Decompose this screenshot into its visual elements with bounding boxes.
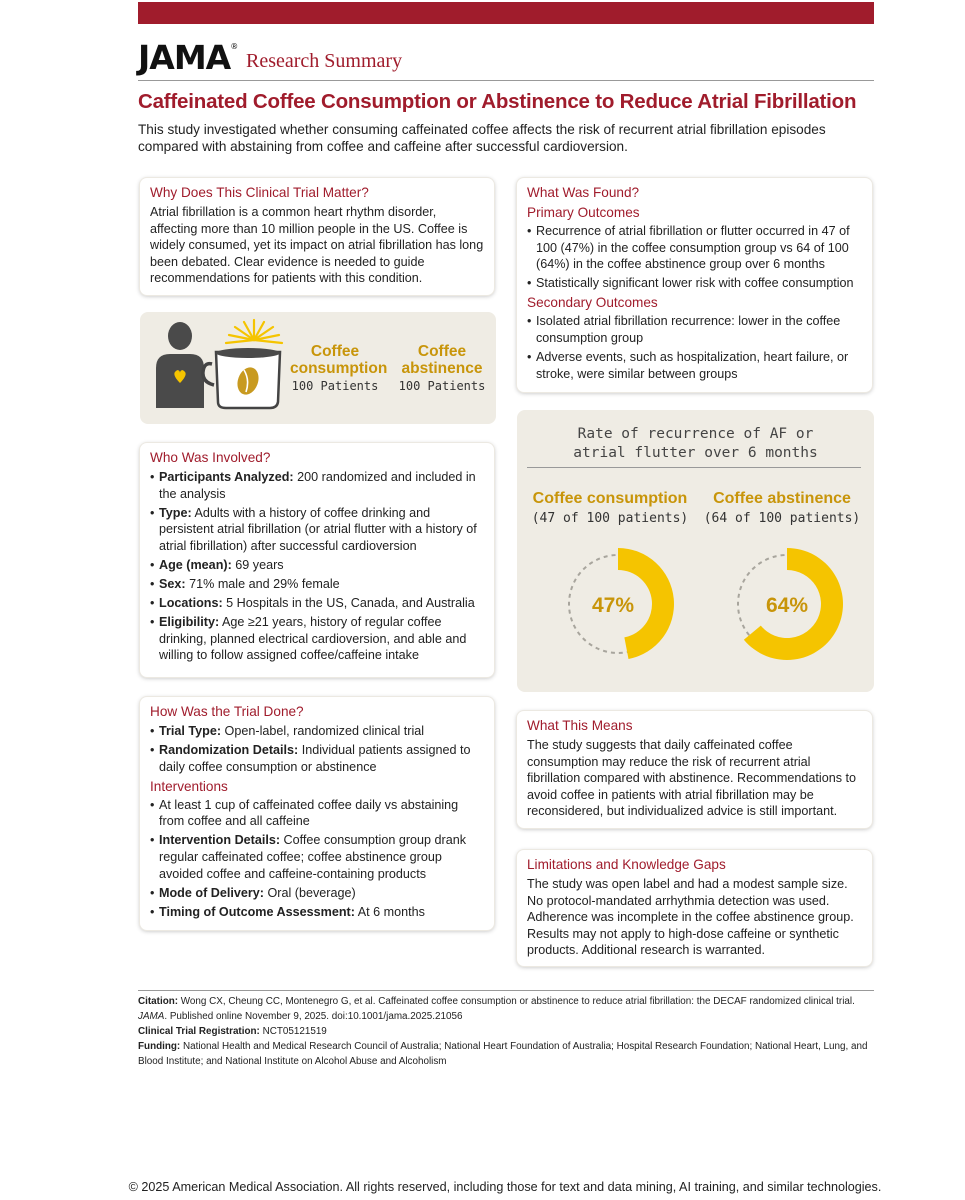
limitations-card [517,850,872,966]
series-subtitle-abstinence: (64 of 100 patients) [703,511,861,526]
section-label: Research Summary [246,50,403,72]
list-item: • Intervention Details: Coffee consumption group drank regular caffeinated coffee; coffee abstinence group avoided coffee and caffeine-containing products [150,832,484,882]
group-consumption-label: Coffee consumption [290,343,388,377]
top-accent-bar [138,2,874,24]
primary-outcomes-list [527,223,862,292]
means-card [517,711,872,828]
list-item: • Type: Adults with a history of coffee drinking and persistent atrial fibrillation (or atrial flutter with a history of atrial fibrillation) after successful cardioversion [150,505,484,555]
secondary-outcomes-heading: Secondary Outcomes [527,295,658,311]
donut-charts [517,410,874,692]
list-item: • Statistically significant lower risk with coffee consumption [527,275,862,292]
intro-text: This study investigated whether consuming caffeinated coffee affects the risk of recurrent atrial fibrillation episodes compared with abstaining from coffee and caffeine after successful cardioversion. [138,122,826,154]
interventions-heading: Interventions [150,778,228,794]
header-divider [138,80,874,81]
jama-logo: JAMA® [138,38,238,77]
copyright: © 2025 American Medical Association. All rights reserved, including those for text and data mining, AI training, and similar technologies. [128,1180,882,1194]
who-list [150,469,484,664]
sun-rays-icon [226,320,282,343]
limitations-body: The study was open label and had a modest sample size. No protocol-mandated arrhythmia detection was used. Adherence was incomplete in the coffee abstinence group. Results may not apply to high-dose caffeine or synthetic products. Additional research is warranted. [527,877,854,958]
list-item: • Randomization Details: Individual patients assigned to daily coffee consumption or abstinence [150,742,484,775]
person-icon [156,322,204,408]
means-heading: What This Means [527,718,633,733]
group-consumption-count: 100 Patients [291,379,379,393]
recurrence-chart [517,410,874,692]
group-abstinence-label: Coffee abstinence [401,343,483,377]
group-abstinence-count: 100 Patients [398,379,486,393]
list-item: • At least 1 cup of caffeinated coffee daily vs abstaining from coffee and all caffeine [150,797,484,830]
list-item: • Eligibility: Age ≥21 years, history of regular coffee drinking, planned electrical cardioversion, and able and willing to follow assigned coffee/caffeine intake [150,614,484,664]
funding: Funding: National Health and Medical Research Council of Australia; National Heart Foundation of Australia; Hospital Research Foundation; National Heart, Lung, and Blood Institute; and National Institute on Alcohol Abuse and Alcoholism [138,1041,868,1067]
secondary-outcomes-list [527,313,862,382]
list-item: • Isolated atrial fibrillation recurrence: lower in the coffee consumption group [527,313,862,346]
who-card [140,443,494,677]
series-name-consumption: Coffee consumption [532,490,688,507]
how-card [140,697,494,930]
how-list [150,723,484,775]
groups-illustration [140,312,496,424]
list-item: • Trial Type: Open-label, randomized clinical trial [150,723,484,740]
footer-divider [138,990,874,991]
donut-label-consumption: 47% [591,594,635,617]
list-item: • Recurrence of atrial fibrillation or flutter occurred in 47 of 100 (47%) in the coffee consumption group vs 64 of 100 (64%) in the coffee abstinence group over 6 months [527,223,862,273]
how-heading: How Was the Trial Done? [150,704,304,719]
trial-registration: Clinical Trial Registration: NCT05121519 [138,1026,327,1037]
series-subtitle-consumption: (47 of 100 patients) [531,511,689,526]
found-heading: What Was Found? [527,185,640,200]
coffee-mug-icon [203,348,280,408]
list-item: • Mode of Delivery: Oral (beverage) [150,885,484,902]
why-body: Atrial fibrillation is a common heart rhythm disorder, affecting more than 10 million people in the US. Coffee is widely consumed, yet its impact on atrial fibrillation has long been debated. Clear evidence is needed to guide recommendations for patients with this condition. [150,205,484,286]
means-body: The study suggests that daily caffeinated coffee consumption may reduce the risk of recurrent atrial fibrillation compared with abstinence. Recommendations to avoid coffee in patients with atrial fibrillation may be reconsidered, but individualized advice is still important. [527,738,857,819]
list-item: • Participants Analyzed: 200 randomized and included in the analysis [150,469,484,502]
interventions-list [150,797,484,921]
list-item: • Sex: 71% male and 29% female [150,576,484,593]
list-item: • Age (mean): 69 years [150,557,484,574]
limitations-heading: Limitations and Knowledge Gaps [527,857,726,872]
series-name-abstinence: Coffee abstinence [713,490,851,507]
list-item: • Adverse events, such as hospitalization, heart failure, or stroke, were similar between groups [527,349,862,382]
who-heading: Who Was Involved? [150,450,271,465]
citation: Citation: Wong CX, Cheung CC, Montenegro G, et al. Caffeinated coffee consumption or abstinence to reduce atrial fibrillation: the DECAF randomized clinical trial. JAMA. Published online November 9, 2025. doi:10.1001/jama.2025.21056 [138,996,855,1022]
primary-outcomes-heading: Primary Outcomes [527,205,640,220]
why-card [140,178,494,295]
why-heading: Why Does This Clinical Trial Matter? [150,185,369,200]
donut-label-abstinence: 64% [765,594,809,617]
chart-title: Rate of recurrence of AF or atrial flutter over 6 months [573,426,818,461]
list-item: • Timing of Outcome Assessment: At 6 months [150,904,484,921]
page-title: Caffeinated Coffee Consumption or Abstinence to Reduce Atrial Fibrillation [138,90,857,113]
found-card [517,178,872,392]
list-item: • Locations: 5 Hospitals in the US, Canada, and Australia [150,595,484,612]
